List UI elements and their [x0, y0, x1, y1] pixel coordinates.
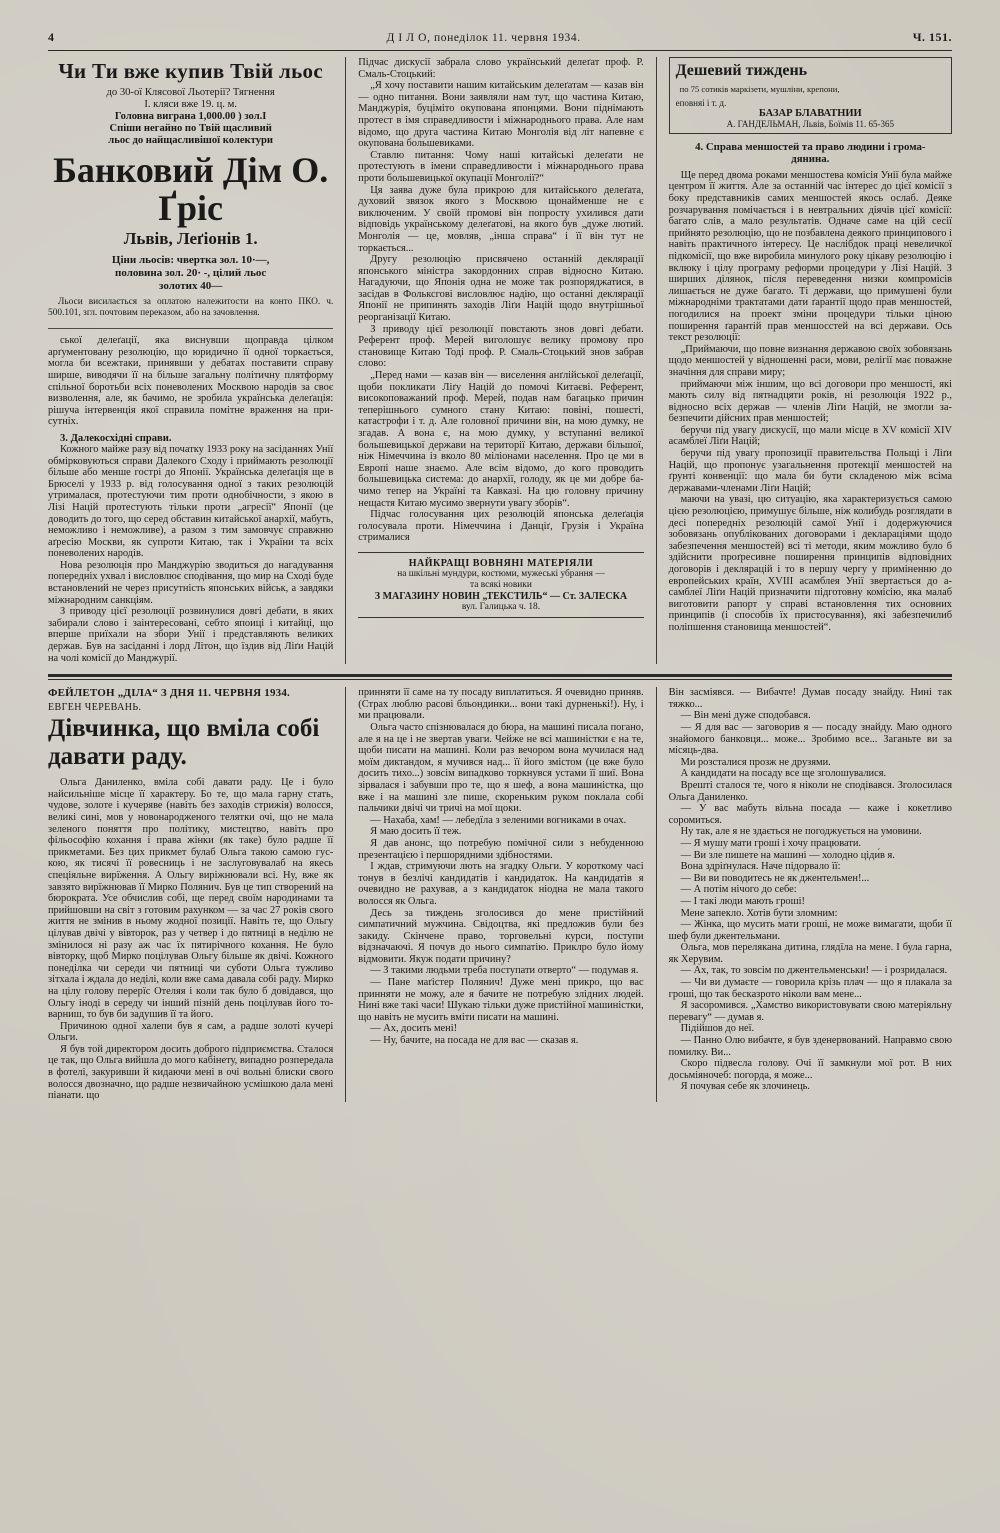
article-paragraph: беручи під увагу дискусії, що мали місце в XV комісії XIV асамблеї Ліґи Націй;: [668, 424, 952, 448]
bazar-ad-line2: еповняі і т. д.: [675, 98, 727, 108]
story-paragraph: Ми розсталися прозж не друзями.: [680, 756, 831, 768]
story-paragraph: Я почувая себе як злочинець.: [680, 1081, 810, 1093]
article-paragraph: беручи під увагу пропозиції правительства Польщі і Ліґи Націй, що пропонує узагальнення протекції меншостей на ґрунті конвенції: що мала би бути складеною між всіма державами-членами Ліґи Націй;: [668, 448, 952, 494]
lottery-ad-note: Льоси висилається за оплатою належитости на конто ПКО. ч. 500.101, згл. почтовим переказом, або на зачовлення.: [48, 297, 334, 318]
article-paragraph: З приводу цієї резолюції розвинулися довгі дебати, в яких забирали слово і заінтересовані, себто япоиці і китайці, що вперше приїхали на збори Унії і представляють великих держав. Був на засіданні і лорд Літон, що їздив від Ліґи Націй на чолі комісії до Манджурії.: [48, 606, 334, 664]
story-paragraph: — І такі люди мають гроші!: [680, 895, 805, 907]
page-number: 4: [48, 30, 55, 44]
article-paragraph: маючи на увазі, цю ситуацію, яка характеризується самою цією резолюцією, примушує більше, ніж колибудь розглядати в десі попередніх резолюцій самої Унії і додержуючися зобовязань опублікованих договорами і деклараціями щодо забезпечення меншостей) всі ті методи, яким можливо було б здійснити проґресивне поширення принципів відповідних договорів і деклярацій і то в першу чергу у приміненню до европейських країн, XVIII асамблея Унії звертається до асамблеї Ліґи Націй призначити підготовну комісію, яка малаб виготовити рапорт у справі встановлення тих основних принципів (і способів їх пристосування), які забезпечилиб поліпшення становища меншостей“.: [668, 494, 952, 633]
story-paragraph: Я дав анонс, що потребую помічної сили з небуденною презентацією і першорядними здібностями.: [358, 837, 644, 861]
article-paragraph: Підчас дискусії забрала слово український делеґат проф. Р. Смаль-Стоцький:: [358, 57, 644, 80]
bazar-ad-title: Дешевий тиждень: [675, 62, 808, 79]
story-paragraph: — Жінка, що мусить мати гроші, не може вимагати, щоби її шеф були джентельмани.: [668, 919, 952, 942]
textile-ad-line2: на шкільні мундури, костюми, мужеські убрання —: [397, 568, 605, 579]
bank-address: Львів, Леґіонів 1.: [123, 229, 258, 248]
column-1: [48, 57, 345, 664]
lottery-ad-prize: Головна виграна 1,000.00 ) зол.І: [114, 111, 267, 122]
story-paragraph: Я маю досить її теж.: [370, 826, 462, 838]
story-paragraph: А кандидати на посаду все ще зголошувалися.: [680, 768, 887, 780]
textile-ad[interactable]: [358, 552, 643, 618]
article-paragraph: Ще перед двома роками меншостева комісія Унії була майже центром її життя. Але за останній час інтерес до цієї комісії з боку представників самих меншостей якось ослаб. Деяке розчарування помічається і в невтральних діячів цієї комісії: багато слів, а мало результатів. Одначе саме на цій сесії прийнято резолюцію, що не позбавлена деякого принципового і навіть практичного інтересу. Це наслібдок праці невеличкої підкомісії, що вже виробила минулого року цікаву резолюцію і вклюку і цілу програму реформи процедури у Лізі Націй. З ширших ділянок, після переведення низки компромісів лишається не дуже багато. Ті держави, що примушені були міжнародніми трактатами дати ґарантії щодо прав меншостей, погодилися на проект зміни процедури тільки ціною поширення ґарантій прав меншосстей на всі держави. Ось текст резолюції:: [668, 169, 952, 344]
lottery-ad[interactable]: [48, 59, 333, 318]
price-line-1: Ціни льосів: чвертка зол. 10·—,: [111, 254, 270, 266]
lottery-ad-line1: до 30-ої Клясової Льотерії? Тягнення: [106, 87, 275, 98]
section-title-far-east: 3. Далекосхідні справи.: [60, 432, 172, 444]
story-paragraph: Підійшов до неї.: [680, 1023, 755, 1035]
masthead-title: Д І Л О, понеділок 11. червня 1934.: [386, 32, 581, 44]
story-paragraph: Ольга, мов переляканa дитина, глядїла на мене. І була гарна, як Херувим.: [668, 942, 952, 965]
section-heading-line1: 4. Справа меншостей та право людини і грома-: [695, 141, 926, 153]
lottery-ad-line4: Спіши негайно по Твій щасливий: [109, 123, 272, 134]
price-line-2: половина зол. 20· -, цілий льос: [115, 267, 267, 279]
story-paragraph: Мене запекло. Хотів бути зломним:: [680, 907, 838, 919]
feuilleton-header: ФЕЙЛЕТОН „ДІЛА“ З ДНЯ 11. ЧЕРВНЯ 1934.: [48, 687, 290, 700]
issue-number: Ч. 151.: [912, 30, 952, 44]
section-heading-line2: дянина.: [791, 153, 830, 166]
story-paragraph: — Нахаба, хам! — лебедїла з зеленими вогниками в очах.: [370, 814, 627, 826]
feuilleton-separator: [48, 674, 952, 680]
story-paragraph: — Ну, бачите, на посада не для вас — сказав я.: [370, 1035, 579, 1047]
story-paragraph: Врешті сталося те, чого я ніколи не сподівався. Зголосилася Ольга Даниленко.: [668, 779, 952, 803]
story-paragraph: — А потім нічого до себе:: [680, 884, 797, 896]
article-paragraph: „Перед нами — казав він — виселення анґлійської делеґації, щоби покликати Ліґу Націй до помочі Китаєві. Референт, високоповажаний проф. Мерей, подав нам багацько причин теперішнього сумного стану Китаю: повіні, пошесті, катастрофи і т. д. Але головної причини він, на мою думку, не згадав. А вона є, на мою думку, у вступанні великої большевицької держави на території Китаю, держави більшої, ніж Німеччина із вколо 80 міліонами населення. Про це ми в Европі наше знаємо. Але всім відомо, до кого проводить большевицька система: до анархії, голоду, як це ми добре бачимо тепер на Україні та Кавказі. На цю головну причину нещастя Китаю мусимо звернути увагу зборів“.: [358, 370, 644, 509]
textile-ad-line3: З МАГАЗИНУ НОВИН „ТЕКСТИЛЬ“ — Ст. ЗАЛЕСКА: [374, 590, 628, 602]
story-paragraph: — Ах, так, то зовсім по джентельменськи! — і розридалася.: [680, 965, 948, 977]
story-paragraph: — Він мені дуже сподобався.: [680, 710, 811, 722]
story-paragraph: Десь за тиждень зголосився до мене пристійний симпатичний мужчина. Свідоцтва, які предложив були без закиду. Скінчене право, торговельні курси, поступи відзначаючі. Я почув до нього симпатію. Приклро було йому відмовити. Якуж подати причину?: [358, 907, 644, 965]
article-paragraph: Ця заява дуже була прикрою для китайського делеґата, духовий звязок якого з Москвою щонайменше не є виключеним. У своїй промові він попросту ухилився дати відповідь українському делеґатові, на якого був „дуже лютий. Монголія — це, мовляв, „інша справа“ і її він тут не торкається...: [358, 184, 644, 254]
article-paragraph: Ставлю питання: Чому наші китайські делеґати не протестують в імени справедливости і міжнароднього права проти большевицької окупації Монголії?“: [358, 149, 644, 184]
article-paragraph: ської делеґації, яка виснувши щоправда цілком арґументовану резолюцію, що юридично її одної торкається, могла би всежтаки, принявши у дебатах поставити справу ширше, виводячи її на більше загальну політичну плятформу спільної боротьби всіх поневолених Москвою народів за своє визволення, але, як бачимо, не зробила українська делеґація: рішуча інтервенція якої справила помітне враження на присутніх.: [48, 335, 334, 428]
story-paragraph: Вона здріґнулася. Наче підорвало її:: [680, 861, 841, 873]
feuilleton-column-2: [345, 687, 655, 1102]
bank-name: Банковий Дім О. Ґріс: [53, 150, 329, 228]
story-paragraph: — Ах, досить мені!: [370, 1023, 458, 1035]
feuilleton-title: Дівчинка, що вміла собі давати раду.: [48, 715, 320, 771]
story-paragraph: — Пане маґістер Полянич! Дуже мені прикро, що вас принняти не можу, але я бачите не потребую злідних людей. Нині вже такі часи! Шукаю тільки дуже пристійної машиністки, що навіть не мусить вміти писати на машині.: [358, 977, 644, 1023]
article-paragraph: Кожного майже разу від початку 1933 року на засіданнях Унії обмірковуються справи Далекого Сходу і приймають резолюції більше або менше гострі до Японії. Українська делеґація ще в Брюселі у 1933 р. від голосування одної з таких резолюцій утрималася, протестуючи тим проти однобічности, з якою в Лізі Націй протестують тільки проти „агресії“ Японії (це доводить до того, що серед обставин китайської анархії, мабуть, неможливо і неможливе), а разом з тим замовчує справжню аґресію Москви, як супроти Китаю, так і України та всіх поневолених народів.: [48, 443, 334, 560]
section-heading-minorities: [669, 141, 952, 166]
story-paragraph: — Я мушу мати гроші і хочу працювати.: [680, 837, 862, 849]
masthead: [48, 30, 952, 48]
story-paragraph: І ждав, стримуючи лють на згадку Ольги. У короткому часі тонув в безлічі кандидатів і кандидаток. На кандидатів я очевидно не рахував, а з кандидаток ніодна не мала такого волосся як Ольга.: [358, 861, 644, 907]
article-paragraph: Другу резолюцію присвячено останній деклярації японського міністра закордонних справ відносно Китаю. Нагадуючи, що Японія одна не може так розпоряджатися, в засідав в Фольксгові висловлює надію, що останні деклярації Японії не припинять заходів Ліґи Націй щодо внутрішньої реорганізації Китаю.: [358, 254, 644, 324]
story-paragraph: Я був той директором досить доброго підприємства. Сталося це так, що Ольга вийшла до мого кабінету, випадно розпередала в фотелі, закуривши й кидаючи мені в очі вольні блиски свого волосся двозначно, що радше незвичайною усмішкою дала мені піанати. що: [48, 1043, 334, 1102]
story-paragraph: — У вас мабуть вільна посада — каже і кокетливо соромиться.: [668, 803, 952, 826]
feuilleton-column-1: [48, 687, 345, 1102]
lottery-ad-line5: льос до найщасливішої колектури: [108, 135, 273, 146]
story-paragraph: — Я для вас — заговорив я — посаду знайду. Маю одного знайомого банковця... може... Зробимо все... Заганьте ви за місяць-два.: [668, 722, 952, 757]
price-line-3: золотих 40—: [159, 280, 223, 292]
newspaper-sheet: [48, 30, 952, 1500]
story-paragraph: — Панно Олю вибачте, я був зденервований. Направмо свою помилку. Ви...: [668, 1035, 952, 1058]
feuilleton-column-3: [656, 687, 952, 1102]
textile-ad-line4: вул. Галицька ч. 18.: [461, 601, 541, 612]
story-paragraph: Ольга Даниленко, вміла собі давати раду. Це і було найсильніше місце її характеру. Бо те, що мала гарну стать, чудове, золоте і кучеряве (навіть без заходів стрижія) волосся, великі сині, мов у новонародженого телятки очі, що не мала зеленого поняття про політику, мистецтво, навіть про фільософію кохання і права жінки (як таке) було радше її прикметами. Без цих прикмет булаб Ольга такою самою гускою, як тисячі її ровесниць і не заслуговувалаб на якесь спеціяльне вирїження. А Ольгу виріжнювали всі. Ну, вже як завзято вирїжнював її Мирко Полянич. Був це тип створений на бюрократа. Усе обчислив собі, ще перед своїм народинами та прийшовши на світ з готовим рахунком — за час 27 років свого життя не змінив в ньому жодної позиції. Навіть те, що Ольгу цілував двічі у вівторок, раз у четвер і до пятниці в неділю не змінилося ні разу аж час їх пятирічного кохання. Не було вівторку, щоб Мирко поцілував Ольгу більше як двічі. Кожного понеділка чи середи чи пятниці чи суботи Ольга тужливо зітхала і ждала до неділі, коли вже сама давала собі раду. Мирко на цілу голову перерїс Отеляя і коли так було б довідався, що Ольгу іноді в середу чи інший пізній день поцілував його товарниш, то був би задушив її та його.: [48, 777, 334, 1021]
story-paragraph: — Ви ви поводитесь не як джентельмен!...: [680, 872, 870, 884]
story-paragraph: — Ви зле пишете на машині — холодно ціди́в я.: [680, 849, 895, 861]
story-paragraph: принняти її саме на ту посаду виплатиться. Я очевидно приняв. (Страх люблю расові бльондинки... вони такі дурненькі!). Ну, і ми працювали.: [358, 687, 644, 722]
story-paragraph: Я засоромився. „Хамство використовувати свою матеріяльну перевагу“ — думав я.: [668, 1000, 952, 1023]
story-paragraph: — Чи ви думаєте — говорила крізь плач — що я плакала за гроші, що так бесказрото ніколи вам мене...: [668, 977, 952, 1000]
textile-ad-line2b: та всякі новики: [470, 579, 532, 590]
article-paragraph: З приводу цієї резолюції повстають знов довгі дебати. Референт проф. Мерей виголошує велику промову про становище Китаю Тоді проф. Р. Смаль-Стоцький знов забрав слово:: [358, 323, 644, 370]
bazar-ad-line4: А. ГАНДЕЛЬМАН, Львів, Боїмів 11. 65-365: [726, 119, 894, 129]
bazar-ad-subtitle: по 75 сотиків маркізети, мушліни, крепони,: [679, 83, 840, 94]
lower-columns: [48, 687, 952, 1102]
article-paragraph: „Я хочу поставити нашим китайським делеґатам — казав він — одно питання. Вони заявляли нам тут, що частина Китаю, Манджурія, буціміто окупована японцями. Вони піднімають протест в імя справедливости і міжнароднього права. Але нам відомо, що друга частина Китаю Монголія від літ напевне є окупована большевиками.: [358, 80, 644, 150]
article-paragraph: Нова резолюція про Манджурію зводиться до нагадування попередніх ухвал і висловлює сподівання, що мир на Сході буде встановлений не через присутність японських військ, а завдяки міжнародним санкціям.: [48, 559, 334, 606]
textile-ad-line1: НАЙКРАЩІ ВОВНЯНІ МАТЕРІЯЛИ: [408, 557, 594, 569]
story-paragraph: — З такими людьми треба поступати отверто“ — подумав я.: [370, 965, 639, 977]
lottery-ad-line2: І. кляси вже 19. ц. м.: [144, 99, 237, 110]
story-paragraph: Скоро підвесла голову. Очі її замкнули мої рот. В них досьміяночеб: погордa, я може...: [668, 1058, 952, 1081]
column-1-divider: [48, 328, 333, 329]
article-paragraph: „Приймаючи, що повне визнання державою своїх зобовязань щодо меншостей у відношенні раси, мови, релігії має поважне значіння для справи миру;: [668, 343, 952, 378]
column-2: [345, 57, 655, 664]
article-paragraph: Підчас голосування цих резолюцій японська делеґація голосувала проти. Німеччина і Данціґ, Грузія і Україна стрималися: [358, 509, 644, 544]
lottery-ad-headline: Чи Ти вже купив Твій льос: [58, 59, 323, 83]
bazar-ad-line3: БАЗАР БЛАВАТНИИ: [758, 108, 862, 119]
upper-columns: [48, 57, 952, 664]
feuilleton-author: ЕВГЕН ЧЕРЕВАНЬ.: [48, 702, 142, 714]
article-paragraph: приймаючи між іншим, що всі договори про меншості, які мають силу від пятнадцяти років, ні резолюція 1922 р., відносно всіх держав — членів Ліґи Націй, не змогли забезпечити дійсних прав меншостей;: [668, 378, 952, 425]
story-paragraph: Він засміявся. — Вибачте! Думав посаду знайду. Нині так тяжко...: [668, 687, 952, 710]
story-paragraph: Ну так, але я не здається не погоджується на умовини.: [680, 826, 922, 838]
column-3: [656, 57, 952, 664]
bazar-ad[interactable]: [669, 57, 952, 134]
story-paragraph: Ольга часто спізнювалася до бюра, на машині писала погано, але я на це і не звертав уваги. Чейже не всі машиністки є на те, щоби писати на машині. Коли раз вечором вона мучилася над моїм диктандом, я мучився над... її його змістом (це вже було досить тихо...) зовсім випадково торкнувся устами її шиї. Вона зірвалася і забувши про те, що я шеф, а вона машиністка, що вже і на машині зле пише, скореньким руком поклала собі пальчики двічі чи тричі на мої щоки.: [358, 722, 644, 815]
masthead-rule: [48, 50, 952, 51]
story-paragraph: Причиною одної халепи був я сам, а радше золоті кучері Ольги.: [48, 1020, 334, 1044]
